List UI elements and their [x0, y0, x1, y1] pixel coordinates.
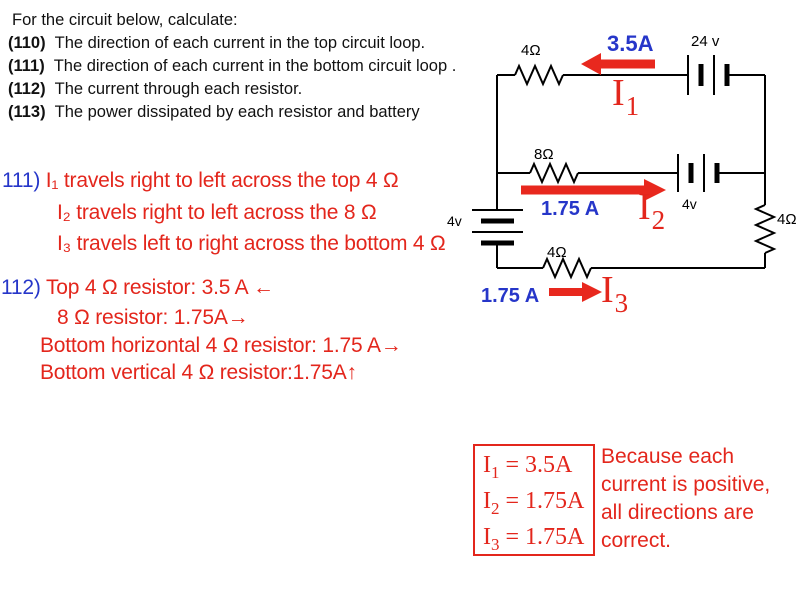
question-112-number: (112) — [8, 80, 46, 98]
resistor-mid-label: 8Ω — [534, 146, 554, 163]
answer-111-line-2: I₂ travels right to left across the 8 Ω — [57, 201, 377, 224]
equation-i3-base: I — [483, 524, 491, 550]
equation-i2 — [483, 484, 587, 520]
equation-i3-sub: 3 — [491, 535, 500, 554]
question-113-text: The power dissipated by each resistor and battery — [54, 103, 420, 121]
equation-i2-sub: 2 — [491, 499, 500, 518]
question-title: For the circuit below, calculate: — [12, 11, 238, 29]
resistor-top-4ohm — [515, 66, 563, 84]
answer-112-line-2: 8 Ω resistor: 1.75A→ — [57, 306, 249, 329]
question-113 — [8, 103, 420, 122]
current3-name — [601, 269, 629, 318]
current1-name-sub: 1 — [625, 91, 640, 121]
current3-value: 1.75 A — [481, 285, 540, 307]
equation-i3-rhs: = 1.75A — [499, 524, 585, 550]
current1-value: 3.5A — [607, 31, 654, 56]
equation-i1 — [483, 448, 587, 484]
answer-111-line-3: I₃ travels left to right across the bottom 4 Ω — [57, 232, 446, 255]
current2-name — [638, 186, 666, 235]
question-112-text: The current through each resistor. — [54, 80, 303, 98]
current3-name-sub: 3 — [614, 288, 629, 318]
resistor-mid-8ohm — [530, 164, 578, 182]
conclusion-text: Because each current is positive, all directions are correct. — [601, 445, 771, 552]
answer-112-label: 112) — [1, 276, 41, 299]
answer-112-line-3: Bottom horizontal 4 Ω resistor: 1.75 A→ — [40, 334, 402, 357]
current1-name — [612, 72, 640, 121]
equation-i3 — [483, 520, 587, 556]
battery-mid-4v — [678, 154, 717, 192]
current3-name-base: I — [601, 269, 614, 311]
equation-i2-base: I — [483, 488, 491, 514]
answer-112-text-1: Top 4 Ω resistor: 3.5 A ← — [45, 276, 274, 299]
battery-left-4v — [472, 210, 523, 243]
question-111-text: The direction of each current in the bottom circuit loop . — [53, 57, 457, 75]
current-summary-box — [473, 444, 595, 556]
answer-111-label: 111) — [2, 169, 41, 192]
question-111-number: (111) — [8, 57, 45, 75]
current2-value: 1.75 A — [541, 198, 600, 220]
resistor-top-label: 4Ω — [521, 42, 541, 59]
resistor-bottom-label: 4Ω — [547, 244, 567, 261]
resistor-right-4ohm — [756, 205, 774, 253]
question-111 — [8, 57, 456, 76]
resistor-bottom-4ohm — [543, 259, 591, 277]
current1-name-base: I — [612, 72, 625, 114]
battery-24v — [688, 55, 727, 95]
current-arrow-i3-right-icon — [549, 282, 602, 302]
equation-i1-rhs: = 3.5A — [499, 452, 573, 478]
resistor-right-label: 4Ω — [777, 211, 797, 228]
current2-name-sub: 2 — [651, 205, 666, 235]
battery-left-label: 4v — [447, 213, 462, 229]
question-110 — [8, 34, 425, 53]
equation-i1-sub: 1 — [491, 463, 500, 482]
current2-name-base: I — [638, 186, 651, 228]
equation-i1-base: I — [483, 452, 491, 478]
answer-112-line-4: Bottom vertical 4 Ω resistor:1.75A↑ — [40, 361, 357, 384]
equation-i2-rhs: = 1.75A — [499, 488, 585, 514]
question-113-number: (113) — [8, 103, 46, 121]
answer-112-line-1 — [1, 276, 274, 300]
answer-111-text-1: I₁ travels right to left across the top 4 Ω — [45, 169, 399, 192]
question-110-number: (110) — [8, 34, 46, 52]
battery-24v-label: 24 v — [691, 33, 720, 50]
battery-mid-label: 4v — [682, 196, 697, 212]
question-112 — [8, 80, 302, 99]
answer-111-line-1 — [2, 169, 398, 193]
question-110-text: The direction of each current in the top circuit loop. — [54, 34, 426, 52]
